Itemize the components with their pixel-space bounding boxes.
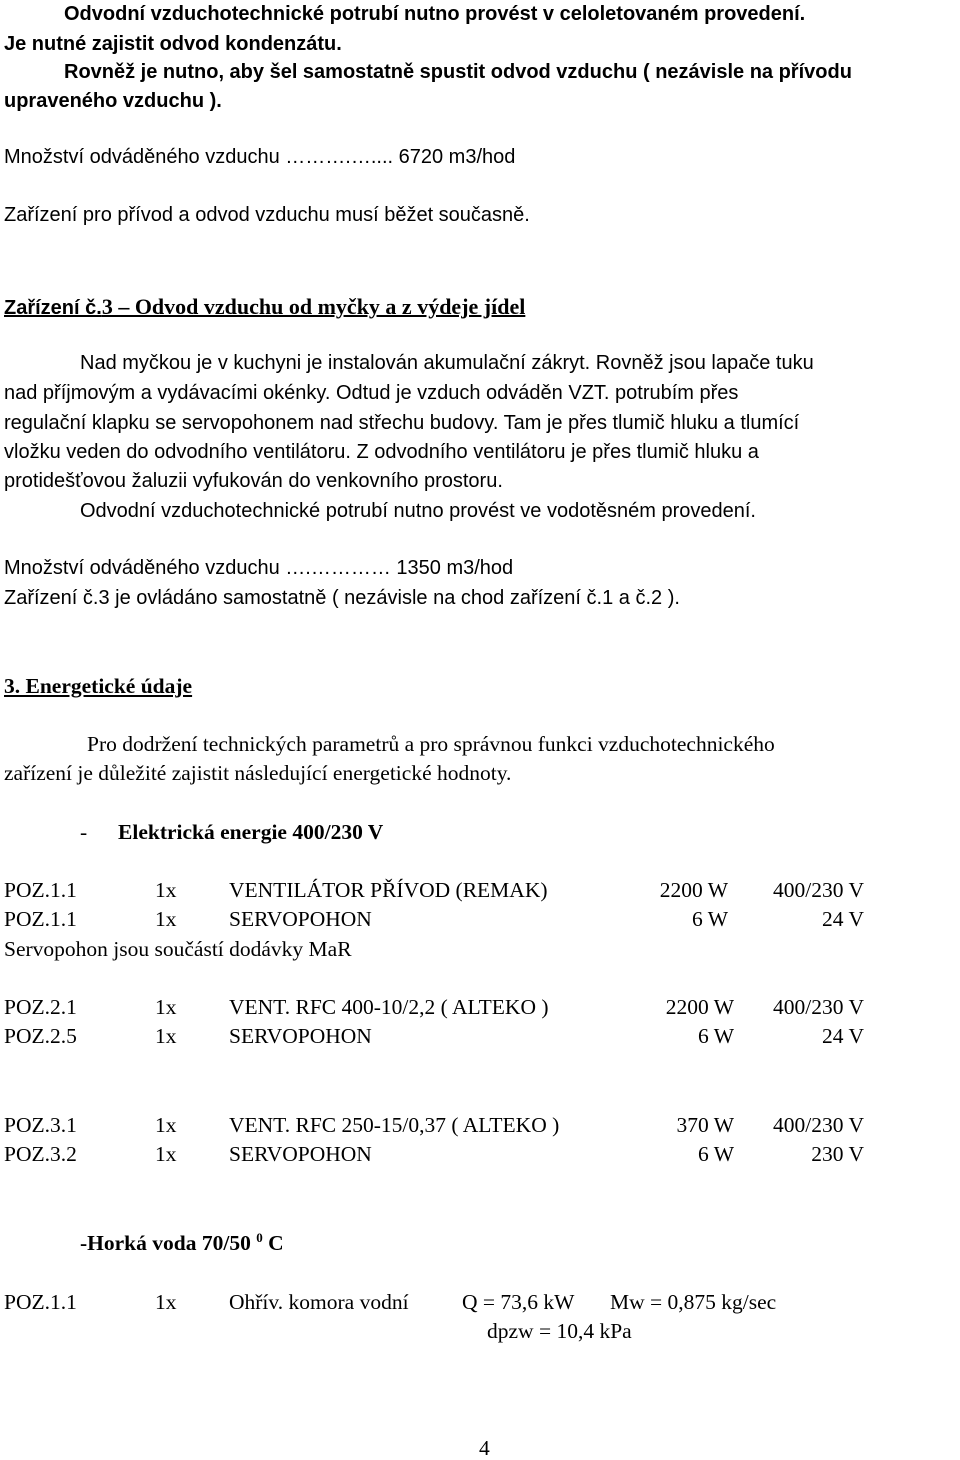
row-qty: 1x [155, 995, 177, 1019]
intro-line-2: Je nutné zajistit odvod kondenzátu. [4, 33, 342, 55]
row-power: 6 W [697, 1142, 734, 1166]
row-qty: 1x [155, 878, 177, 902]
hot-water-mw: Mw = 0,875 kg/sec [610, 1290, 777, 1314]
device3-paragraph-line-5: protidešťovou žaluzii vyfukován do venkovního prostoru. [4, 470, 503, 492]
intro-simultaneous-note: Zařízení pro přívod a odvod vzduchu musí běžet současně. [4, 204, 530, 226]
hot-water-heading-prefix: -Horká voda 70/50 [80, 1231, 257, 1255]
row-pos: POZ.2.5 [4, 1024, 77, 1048]
hot-water-pos: POZ.1.1 [4, 1290, 77, 1314]
row-name: SERVOPOHON [229, 1142, 372, 1166]
electric-dash: - [80, 820, 88, 844]
row-power: 2200 W [659, 878, 728, 902]
device3-heading-prefix: Zařízení č. [4, 297, 102, 319]
row-voltage: 400/230 V [773, 995, 864, 1019]
row-power: 6 W [697, 1024, 734, 1048]
row-voltage: 24 V [821, 1024, 864, 1048]
row-power: 6 W [691, 907, 728, 931]
row-pos: POZ.3.2 [4, 1142, 77, 1166]
device3-heading [4, 296, 525, 318]
device3-paragraph-line-1: Nad myčkou je v kuchyni je instalován akumulační zákryt. Rovněž jsou lapače tuku [80, 352, 814, 374]
energy-intro-line-1: Pro dodržení technických parametrů a pro správnou funkci vzduchotechnického [87, 732, 775, 756]
device3-heading-rest: 3 – Odvod vzduchu od myčky a z výdeje jídel [101, 294, 526, 319]
device3-paragraph-line-3: regulační klapku se servopohonem nad střechu budovy. Tam je přes tlumič hluku a tlumící [4, 412, 800, 434]
row-name: SERVOPOHON [229, 1024, 372, 1048]
row-qty: 1x [155, 1142, 177, 1166]
row-name: SERVOPOHON [229, 907, 372, 931]
row-power: 2200 W [665, 995, 734, 1019]
hot-water-dpzw: dpzw = 10,4 kPa [487, 1319, 632, 1343]
energy-intro-line-2: zařízení je důležité zajistit následující energetické hodnoty. [4, 761, 512, 785]
hot-water-q: Q = 73,6 kW [462, 1290, 575, 1314]
intro-air-amount: Množství odváděného vzduchu ……….….... 6720 m3/hod [4, 146, 516, 168]
device3-air-amount: Množství odváděného vzduchu ….………… 1350 m3/hod [4, 557, 514, 579]
device3-paragraph-line-4: vložku veden do odvodního ventilátoru. Z odvodního ventilátoru je přes tlumič hluku a [4, 441, 759, 463]
electric-heading: Elektrická energie 400/230 V [118, 820, 384, 844]
row-name: VENTILÁTOR PŘÍVOD (REMAK) [229, 878, 548, 902]
row-voltage: 24 V [821, 907, 864, 931]
hot-water-heading-suffix: C [262, 1231, 284, 1255]
row-name: VENT. RFC 400-10/2,2 ( ALTEKO ) [229, 995, 549, 1019]
hot-water-heading [80, 1229, 284, 1255]
hot-water-qty: 1x [155, 1290, 177, 1314]
row-pos: POZ.1.1 [4, 878, 77, 902]
row-qty: 1x [155, 1024, 177, 1048]
row-qty: 1x [155, 907, 177, 931]
row-qty: 1x [155, 1113, 177, 1137]
intro-line-4: upraveného vzduchu ). [4, 90, 222, 112]
device3-paragraph-line-2: nad příjmovým a vydávacími okénky. Odtud je vzduch odváděn VZT. potrubím přes [4, 382, 739, 404]
row-pos: POZ.1.1 [4, 907, 77, 931]
intro-line-1: Odvodní vzduchotechnické potrubí nutno provést v celoletovaném provedení. [64, 3, 806, 25]
row-pos: POZ.2.1 [4, 995, 77, 1019]
hot-water-name: Ohřív. komora vodní [229, 1290, 409, 1314]
intro-line-3: Rovněž je nutno, aby šel samostatně spustit odvod vzduchu ( nezávisle na přívodu [64, 61, 852, 83]
row-power: 370 W [676, 1113, 734, 1137]
row-name: VENT. RFC 250-15/0,37 ( ALTEKO ) [229, 1113, 560, 1137]
device3-control-note: Zařízení č.3 je ovládáno samostatně ( nezávisle na chod zařízení č.1 a č.2 ). [4, 587, 680, 609]
servo-note: Servopohon jsou součástí dodávky MaR [4, 937, 352, 961]
row-voltage: 400/230 V [773, 878, 864, 902]
page-number: 4 [479, 1436, 490, 1460]
energy-heading: 3. Energetické údaje [4, 674, 193, 698]
hot-water-heading-sup: 0 [256, 1229, 263, 1245]
row-voltage: 400/230 V [773, 1113, 864, 1137]
device3-paragraph-line-6: Odvodní vzduchotechnické potrubí nutno provést ve vodotěsném provedení. [80, 500, 756, 522]
row-voltage: 230 V [811, 1142, 864, 1166]
row-pos: POZ.3.1 [4, 1113, 77, 1137]
